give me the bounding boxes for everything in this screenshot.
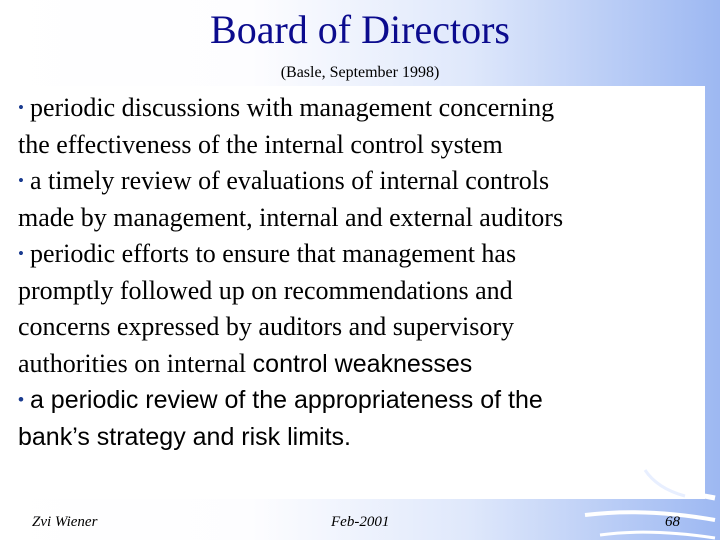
- bullet-item: [18, 236, 708, 382]
- bullet-text: a timely review of evaluations of internal controls: [29, 166, 550, 195]
- footer: [15, 508, 705, 538]
- bullet-line: made by management, internal and external auditors: [18, 202, 564, 232]
- bullet-text: periodic efforts to ensure that management has: [29, 239, 517, 268]
- bullet-line: [18, 346, 708, 383]
- bullet-dot-icon: •: [18, 98, 24, 117]
- slide-subtitle: (Basle, September 1998): [280, 64, 440, 81]
- bullet-dot-icon: •: [18, 244, 24, 263]
- slide-title: Board of Directors: [210, 7, 510, 52]
- bullet-line: [18, 236, 708, 273]
- bullet-dot-icon: •: [18, 390, 24, 409]
- bullet-text-sans: control weaknesses: [252, 349, 473, 378]
- bullet-line: [18, 382, 708, 419]
- page-number: 68: [665, 514, 680, 530]
- bullet-dot-icon: •: [18, 171, 24, 190]
- bullet-text: a periodic review of the appropriateness of the: [29, 386, 543, 414]
- bullet-line: promptly followed up on recommendations and: [18, 275, 513, 305]
- bullet-line: [18, 90, 708, 127]
- bullet-item: [18, 163, 708, 236]
- bullet-text: authorities on internal: [18, 348, 253, 378]
- bullet-line: bank’s strategy and risk limits.: [18, 422, 351, 451]
- footer-date: Feb-2001: [331, 514, 390, 530]
- bullet-line: concerns expressed by auditors and supervisory: [18, 312, 515, 341]
- bullet-line: the effectiveness of the internal control system: [18, 129, 503, 159]
- bullet-text: periodic discussions with management concerning: [29, 93, 555, 122]
- footer-author: Zvi Wiener: [32, 514, 98, 530]
- bullet-line: [18, 163, 708, 200]
- bullet-item: [18, 90, 708, 163]
- bullet-list: [18, 90, 708, 455]
